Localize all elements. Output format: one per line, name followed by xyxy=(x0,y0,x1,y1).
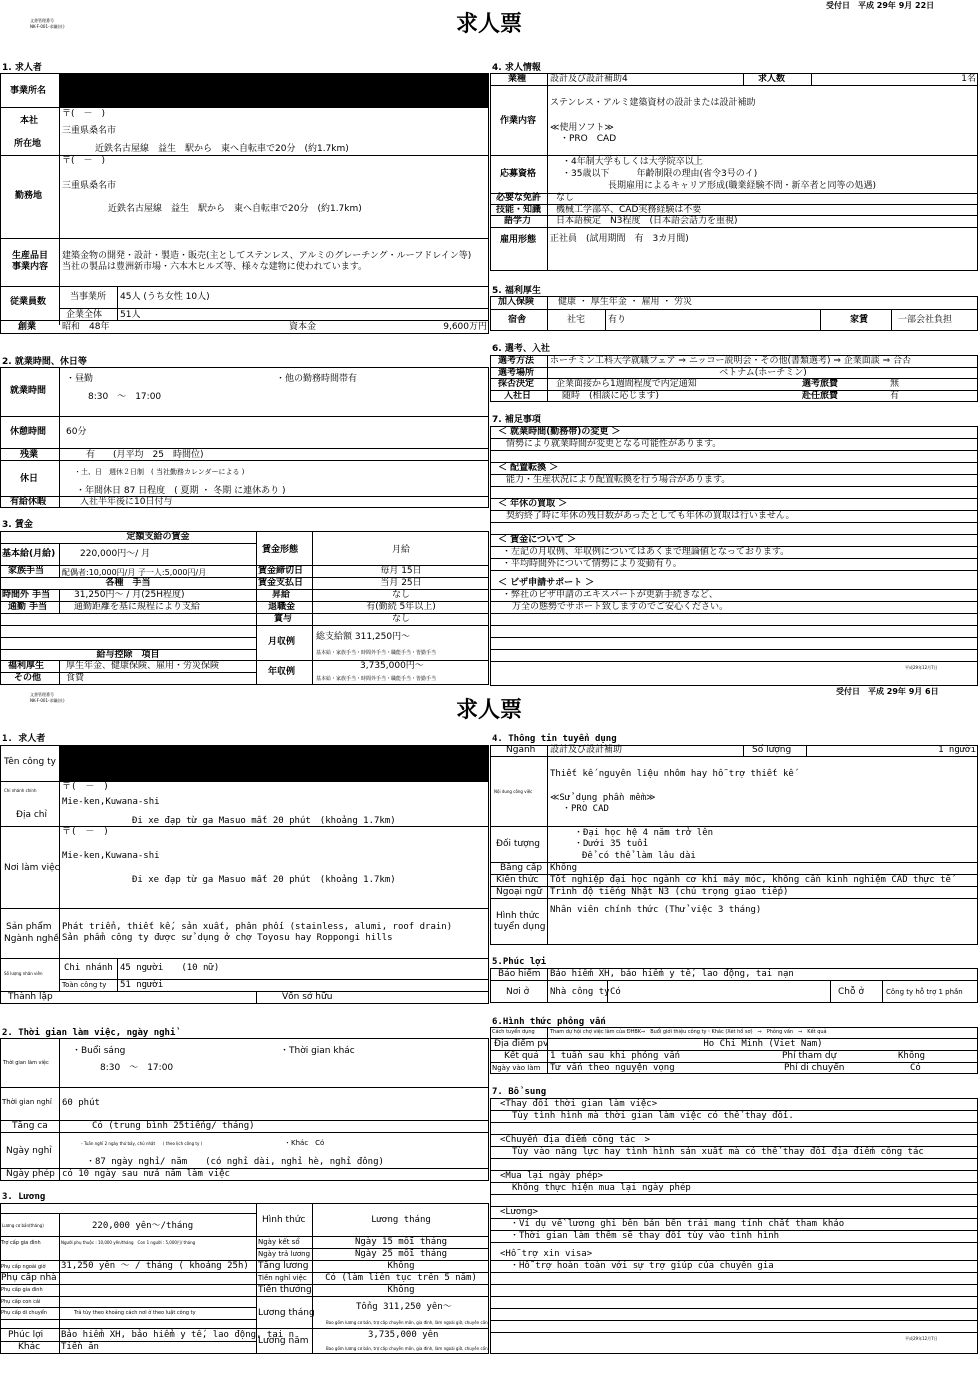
duty-label: Nội dung công việc xyxy=(494,789,533,794)
job-type-value: 設計及び設計補助 xyxy=(550,745,623,755)
founded-label: Thành lập xyxy=(8,992,53,1002)
section-5-heading: 5. 福利厚生 xyxy=(492,286,541,296)
site-employees-value: 45 người (10 nữ) xyxy=(120,963,220,973)
family-allowance-label: Trợ cấp gia đình xyxy=(1,1240,41,1246)
note-3-body: 契約終了時に年休の残日数があったとしても年休の買取は行いません。 xyxy=(506,511,795,521)
note-2-body: 能力・生産状況により配置転換を行う場合があります。 xyxy=(506,475,731,485)
dorm-type: Nhà công ty xyxy=(550,987,610,997)
break-value: 60 phút xyxy=(62,1098,100,1108)
welfare-label: Phúc lợi xyxy=(8,1330,44,1340)
overtime-label: 残業 xyxy=(20,450,39,460)
employment-type-value: 正社員 (試用期間 有 3カ月間) xyxy=(550,234,689,244)
raise-value: Không xyxy=(387,1261,415,1271)
hours-value: 8:30 ～ 17:00 xyxy=(88,392,162,402)
selection-place-value: ベトナム(ホーチミン) xyxy=(719,368,807,378)
duty-line-3: ・PRO CAD xyxy=(560,134,617,144)
employees-label: Số lượng nhân viên xyxy=(4,971,43,976)
section-6-heading: 6.Hình thức phỏng vấn xyxy=(492,1017,606,1027)
job-type-value: 設計及び設計補助4 xyxy=(550,74,628,84)
skill-label: Kiến thức xyxy=(496,875,539,885)
note-1-body: 情勢により就業時間が変更となる可能性があります。 xyxy=(506,439,722,449)
other-shift: ・他の勤務時間帯有 xyxy=(276,374,358,384)
founded-label: 創業 xyxy=(18,322,37,332)
relocation-value: 有 xyxy=(890,391,900,401)
retirement-value: 有(勤続 5年以上) xyxy=(366,602,436,612)
bonus-label: 賞与 xyxy=(274,614,293,624)
requirement-1: ・4年制大学もしくは大学院卒以上 xyxy=(562,157,703,167)
skill-value: Tốt nghiệp đại học ngành cơ khí máy móc, không cần kinh nghiệm CAD thực tế xyxy=(550,875,951,885)
requirement-3: 長期雇用によるキャリア形成(職業経験不問・新卒者と同等の処遇) xyxy=(608,181,877,191)
selection-travel-value: 無 xyxy=(890,379,900,389)
annual-example-label: Lương năm xyxy=(258,1336,309,1346)
annual-example-value: 3,735,000 yên xyxy=(368,1330,439,1340)
monthly-example-label: 月収例 xyxy=(268,637,296,647)
monthly-example-value: 総支給額 311,250円～ xyxy=(316,632,411,642)
overtime-allowance-value: 31,250円～ / 月(25H程度) xyxy=(74,590,185,600)
fixed-wage-header: 定額支給の賃金 xyxy=(126,532,190,542)
requirement-1: ・Đại học hệ 4 năm trở lên xyxy=(574,828,714,838)
work-city: Mie-ken,Kuwana-shi xyxy=(62,851,160,861)
retirement-label: 退職金 xyxy=(268,602,296,612)
employment-type-value: Nhân viên chính thức (Thử việc 3 tháng) xyxy=(550,905,762,915)
family-allowance-value: Người phụ thuộc : 10,000 yên/tháng Con 1 người : 5,000円/ tháng xyxy=(61,1240,196,1245)
footer-date: 平成29年12月7日 xyxy=(905,665,938,670)
work-postal: 〒( － ) xyxy=(62,827,109,837)
capital-label: Vốn sở hữu xyxy=(282,992,333,1002)
wage-form-value: 月給 xyxy=(391,545,410,555)
doc-number-label: 文書管理番号 xyxy=(30,18,54,23)
hq-city: Mie-ken,Kuwana-shi xyxy=(62,797,160,807)
note-1-body: Tùy tình hình mà thời gian làm việc có thể thay đổi. xyxy=(512,1111,794,1121)
product-line-1: Phát triển, thiết kế, sản xuất, phân phối (stainless, alumi, roof drain) xyxy=(62,922,453,932)
selection-travel-value: Không xyxy=(898,1051,926,1061)
hours-value: 8:30 ～ 17:00 xyxy=(100,1063,174,1073)
selection-place-label: 選考場所 xyxy=(498,368,535,378)
insurance-label: 加入保険 xyxy=(498,297,535,307)
payday-value: 当月 25日 xyxy=(380,578,422,588)
section-4-heading: 4. 求人情報 xyxy=(492,63,541,73)
section-1-heading: 1. 求人者 xyxy=(2,734,46,744)
selection-travel-label: 選考旅費 xyxy=(802,379,839,389)
note-1-heading: ＜ 就業時間(勤務帯)の変更 ＞ xyxy=(498,427,621,437)
section-7-heading: 7. Bổ sung xyxy=(492,1087,547,1097)
monthly-example-note: Bao gồm lương cơ bản, trợ cấp chuyên môn, gia đình, làm ngoài giờ, chuyên cần xyxy=(326,1320,488,1325)
holiday-line-1: ・土、日 週休２日制 ( 当社勤務カレンダーによる ) xyxy=(74,468,245,476)
company-name-redacted xyxy=(59,746,489,781)
decision-value: 1 tuần sau khi phỏng vấn xyxy=(550,1051,681,1061)
paid-leave-label: 有給休暇 xyxy=(10,497,47,507)
work-city: 三重県桑名市 xyxy=(62,181,117,191)
note-3-heading: ＜ 年休の買取 ＞ xyxy=(498,499,568,509)
duty-line-2: ≪Sử dụng phần mềm≫ xyxy=(550,793,656,803)
openings-value: 1名 xyxy=(961,74,976,84)
other-value: Tiền ăn xyxy=(61,1342,99,1352)
page-title: 求人票 xyxy=(456,698,523,723)
day-shift: ・昼勤 xyxy=(66,374,94,384)
employment-type-label-2: tuyển dụng xyxy=(494,922,546,932)
holiday-line-1: ・Tuần nghỉ 2 ngày thứ bảy, chủ nhật ( theo lịch công ty ) xyxy=(80,1141,203,1146)
section-2-heading: 2. 就業時間、休日等 xyxy=(2,357,87,367)
selection-method-label: 選考方法 xyxy=(498,356,535,366)
day-shift: ・Buổi sáng xyxy=(72,1046,126,1056)
monthly-example-value: Tổng 311,250 yên～ xyxy=(356,1302,452,1312)
capital-value: 9,600万円 xyxy=(443,322,487,332)
decision-value: 企業面接から1週間程度で内定通知 xyxy=(556,379,697,389)
address-label: 所在地 xyxy=(14,139,42,149)
commute-value: Trả tùy theo khoảng cách nơi ở theo luật công ty xyxy=(74,1310,196,1316)
wage-form-label: 賃金形態 xyxy=(262,545,299,555)
annual-example-value: 3,735,000円～ xyxy=(360,661,424,671)
address-label: Địa chỉ xyxy=(16,810,48,820)
base-salary-value: 220,000円～/ 月 xyxy=(80,549,151,559)
join-date-label: 入社日 xyxy=(504,391,532,401)
note-2-heading: <Chuyển địa điểm công tác > xyxy=(500,1135,650,1145)
product-label: 生産品目 xyxy=(12,251,49,261)
company-name-redacted xyxy=(59,74,489,107)
welfare-label: 福利厚生 xyxy=(8,661,45,671)
hq-postal: 〒( － ) xyxy=(62,782,109,792)
total-employees-value: 51人 xyxy=(120,310,141,320)
doc-number: NK-F-001-求職(社) xyxy=(30,698,65,703)
work-route: 近鉄名古屋線 益生 駅から 東へ自転車で20分 (約1.7km) xyxy=(108,204,362,214)
note-4-body-2: ・平均時間外について情勢により変動有り。 xyxy=(502,559,682,569)
hq-route: 近鉄名古屋線 益生 駅から 東へ自転車で20分 (約1.7km) xyxy=(95,144,349,154)
business-label: Ngành nghề xyxy=(4,934,59,944)
section-6-heading: 6. 選考、入社 xyxy=(492,344,550,354)
payday-label: 賃金支払日 xyxy=(258,578,304,588)
note-5-heading: <Hỗ trợ xin visa> xyxy=(500,1249,593,1259)
family-allowance-2-label: Phụ cấp gia đình xyxy=(1,1287,43,1293)
hq-route: Đi xe đạp từ ga Masuo mất 20 phút (khoảng 1.7km) xyxy=(132,816,396,826)
work-location-label: Nơi làm việc xyxy=(4,863,60,873)
note-4-heading: <Lương> xyxy=(500,1207,538,1217)
rent-label: 家賃 xyxy=(850,315,869,325)
license-label: 必要な免許 xyxy=(496,193,542,203)
duty-line-1: ステンレス・アルミ建築資材の設計または設計補助 xyxy=(550,98,756,108)
rent-value: 一部会社負担 xyxy=(898,315,953,325)
job-type-label: Ngành xyxy=(506,745,536,755)
note-5-body-2: 万全の態勢でサポート致しますのでご安心ください。 xyxy=(512,602,729,612)
duty-line-3: ・PRO CAD xyxy=(562,804,609,814)
dorm-value: Có xyxy=(610,987,621,997)
founded-value: 昭和 48年 xyxy=(62,322,110,332)
wage-form-value: Lương tháng xyxy=(371,1215,431,1225)
job-type-label: 業種 xyxy=(508,74,527,84)
duty-label: 作業内容 xyxy=(500,116,537,126)
section-3-heading: 3. 賃金 xyxy=(2,520,33,530)
requirements-label: Đối tượng xyxy=(496,839,540,849)
join-date-value: Tư vấn theo nguyện vọng xyxy=(550,1063,675,1073)
raise-value: なし xyxy=(391,590,410,600)
commute-label: Phụ cấp di chuyển xyxy=(1,1310,47,1316)
retirement-label: Tiền nghỉ việc xyxy=(258,1274,307,1282)
holiday-label: Ngày nghỉ xyxy=(6,1146,52,1156)
total-employees-value: 51 người xyxy=(120,980,164,990)
break-label: Thời gian nghỉ xyxy=(2,1098,52,1106)
housing-allowance-label: Phụ cấp nhà xyxy=(1,1273,57,1283)
hq-city: 三重県桑名市 xyxy=(62,126,117,136)
selection-method-value: ホーチミン工科大学就職フェア ⇒ ニッコー説明会・その他(書類選考) ⇒ 企業面談 ⇒ 合否 xyxy=(550,356,912,366)
relocation-value: Có xyxy=(910,1063,921,1073)
holiday-line-1b: ・Khác Có xyxy=(284,1139,325,1147)
note-4-body-1: ・左記の月収例、年収例についてはあくまで理論値となっております。 xyxy=(502,547,790,557)
selection-method-value: Tham dự hội chợ việc làm của ĐHBK⇒ Buổi giới thiệu công ty・Khác (Xét hồ sơ) ⇒ Phỏng vấn ⇒ Kết quả xyxy=(550,1029,827,1035)
deduction-header: 給与控除 項目 xyxy=(96,650,160,660)
license-value: Không xyxy=(550,863,578,873)
work-route: Đi xe đạp từ ga Masuo mất 20 phút (khoảng 1.7km) xyxy=(132,875,396,885)
overtime-value: Có (trung bình 25tiếng/ tháng) xyxy=(92,1121,255,1131)
dorm-label: 宿舎 xyxy=(508,315,527,325)
requirement-2: ・Dưới 35 tuổi xyxy=(574,839,649,849)
monthly-example-note: 基本給・家族手当・時間外手当・職能手当・皆勤手当 xyxy=(316,650,437,656)
holiday-label: 休日 xyxy=(20,474,39,484)
total-employees-label: 企業全体 xyxy=(66,310,103,320)
paid-leave-value: 入社半年後に10日付与 xyxy=(80,497,173,507)
license-label: Bằng cấp xyxy=(500,863,543,873)
insurance-value: 健康 ・ 厚生年金 ・ 雇用 ・ 労災 xyxy=(558,297,693,307)
selection-method-label: Cách tuyển dụng xyxy=(492,1029,535,1035)
capital-label: 資本金 xyxy=(289,322,317,332)
note-4-body-1: ・Ví dụ về lương ghi bên bản bên trái mang tính chất tham khảo xyxy=(510,1219,845,1229)
note-5-heading: ＜ ビザ申請サポート ＞ xyxy=(498,578,595,588)
paid-leave-label: Ngày phép xyxy=(6,1169,55,1179)
site-employees-value: 45人 (うち女性 10人) xyxy=(120,292,210,302)
join-date-label: Ngày vào làm xyxy=(492,1064,541,1072)
openings-label: Số lượng xyxy=(752,745,792,755)
commute-label: 通勤 手当 xyxy=(8,602,48,612)
hours-label: Thời gian làm việc xyxy=(3,1060,49,1066)
hq-postal: 〒( － ) xyxy=(62,109,106,119)
company-name-label: Tên công ty xyxy=(4,757,56,767)
site-employees-label: Chi nhánh xyxy=(64,963,113,973)
break-label: 休憩時間 xyxy=(10,427,47,437)
allowance-header: 各種 手当 xyxy=(105,578,151,588)
bonus-value: なし xyxy=(391,614,410,624)
family-allowance-label: 家族手当 xyxy=(8,566,45,576)
received-date: 受付日 平成 29年 9月 22日 xyxy=(826,1,935,10)
bonus-value: Không xyxy=(387,1285,415,1295)
branch-label: Chi nhánh chính xyxy=(4,788,37,793)
requirement-2: ・35歳以下 年齢制限の理由(省令3号のイ) xyxy=(562,169,758,179)
section-4-heading: 4. Thông tin tuyển dụng xyxy=(492,734,617,744)
hq-label: 本社 xyxy=(20,116,39,126)
work-location-label: 勤務地 xyxy=(15,191,43,201)
hours-label: 就業時間 xyxy=(10,386,47,396)
language-value: Trình độ tiếng Nhật N3 (chú trọng giao tiếp) xyxy=(550,887,789,897)
product-line-1: 建築金物の開発・設計・製造・販売(主としてステンレス、アルミのグレーチング・ルーフドレイン等) xyxy=(62,251,472,261)
language-label: Ngoại ngữ xyxy=(496,887,542,897)
site-employees-label: 当事業所 xyxy=(70,292,107,302)
raise-label: Tăng lương xyxy=(258,1261,309,1271)
note-5-body-1: ・弊社のビザ申請のエキスパートが更新手続きなど、 xyxy=(502,590,718,600)
cutoff-value: 毎月 15日 xyxy=(380,566,422,576)
monthly-example-label: Lương tháng xyxy=(258,1308,315,1318)
openings-label: 求人数 xyxy=(758,74,786,84)
family-allowance-value: 配偶者:10,000円/月 子一人:5,000円/月 xyxy=(62,568,207,577)
openings-value: 1 người xyxy=(938,745,976,755)
note-5-body-1: ・Hỗ trợ hoàn toàn với sự trợ giúp của chuyên gia xyxy=(510,1261,774,1271)
child-allowance-label: Phụ cấp con cái xyxy=(1,1299,41,1305)
footer-date: 平成29年12月7日 xyxy=(905,1336,938,1341)
dorm-label: Nơi ở xyxy=(506,987,530,997)
note-4-body-2: ・Thời gian làm thêm sẽ thay đổi tùy vào tình hình xyxy=(510,1231,780,1241)
overtime-value: 有 (月平均 25 時間位) xyxy=(86,450,204,460)
page-title: 求人票 xyxy=(456,12,523,37)
duty-line-2: ≪使用ソフト≫ xyxy=(550,123,614,133)
relocation-label: 赴任旅費 xyxy=(802,391,839,401)
language-value: 日本語検定 N3程度 (日本語会話力を重視) xyxy=(556,216,738,226)
overtime-label: Tăng ca xyxy=(12,1121,48,1131)
product-line-2: Sản phẩm công ty được sử dụng ở chợ Toyosu hay Roppongi hills xyxy=(62,933,393,943)
section-7-heading: 7. 補足事項 xyxy=(492,415,541,425)
overtime-allowance-label: 時間外 手当 xyxy=(2,590,51,600)
skill-value: 機械工学部卒、CAD実務経験は不要 xyxy=(556,205,702,215)
other-label: その他 xyxy=(14,673,42,683)
employees-label: 従業員数 xyxy=(10,297,47,307)
section-2-heading: 2. Thời gian làm việc, ngày nghỉ xyxy=(2,1028,176,1038)
license-value: なし xyxy=(556,193,575,203)
note-2-body: Tùy vào năng lực hay tình hình sản xuất mà có thể thay đổi địa điểm công tác xyxy=(512,1147,924,1157)
employment-type-label: 雇用形態 xyxy=(500,235,537,245)
welfare-value: Bảo hiểm XH, bảo hiểm y tế, lao động, tai n xyxy=(61,1330,294,1340)
decision-label: Kết quả xyxy=(504,1051,539,1061)
selection-travel-label: Phí tham dự xyxy=(782,1051,837,1061)
product-line-2: 当社の製品は豊洲新市場・六本木ヒルズ等、様々な建物に使われています。 xyxy=(62,262,368,272)
cutoff-label: Ngày kết sổ xyxy=(258,1238,300,1246)
base-salary-label: 基本給(月給) xyxy=(2,549,56,559)
cutoff-value: Ngày 15 mỗi tháng xyxy=(354,1237,448,1247)
note-2-heading: ＜ 配置転換 ＞ xyxy=(498,463,559,473)
annual-example-note: Bao gồm lương cơ bản, trợ cấp chuyên môn, gia đình, làm ngoài giờ, chuyên cần xyxy=(326,1346,488,1351)
raise-label: 昇給 xyxy=(272,590,291,600)
note-3-body: Không thực hiện mua lại ngày phép xyxy=(512,1183,691,1193)
requirement-3: Để có thể làm lâu dài xyxy=(582,851,696,861)
total-employees-label: Toàn công ty xyxy=(62,981,107,989)
payday-label: Ngày trả lương xyxy=(258,1250,311,1258)
insurance-value: Bảo hiểm XH, bảo hiểm y tế, lao động, tai nạn xyxy=(550,969,794,979)
work-postal: 〒( － ) xyxy=(62,156,106,166)
bonus-label: Tiền thưởng xyxy=(258,1285,312,1295)
company-name-label: 事業所名 xyxy=(10,86,47,96)
commute-value: 通勤距離を基に規程により支給 xyxy=(74,602,201,612)
base-salary-label: Lương cơ bản(tháng) xyxy=(2,1223,44,1228)
doc-number-label: 文書管理番号 xyxy=(30,692,54,697)
holiday-line-2: ・年間休日 87 日程度 ( 夏期 ・ 冬期 に連休あり ) xyxy=(76,486,286,496)
dorm-value: 有り xyxy=(608,315,627,325)
holiday-line-2: ・87 ngày nghỉ/ năm (có nghỉ dài, nghỉ hè, nghỉ đông) xyxy=(86,1157,384,1167)
decision-label: 採否決定 xyxy=(498,379,535,389)
section-5-heading: 5.Phúc lợi xyxy=(492,957,547,967)
rent-label: Chỗ ở xyxy=(838,987,864,997)
other-shift: ・Thời gian khác xyxy=(280,1046,355,1056)
retirement-value: Có (làm liên tục trên 5 năm) xyxy=(325,1273,477,1283)
doc-number: NK-F-001-求職(社) xyxy=(30,24,65,29)
section-1-heading: 1. 求人者 xyxy=(2,63,42,73)
insurance-label: Bảo hiểm xyxy=(498,969,541,979)
requirements-label: 応募資格 xyxy=(500,169,537,179)
selection-place-label: Địa điểm pv xyxy=(494,1039,549,1049)
break-value: 60分 xyxy=(66,427,87,437)
employment-type-label-1: Hình thức xyxy=(496,911,540,921)
section-3-heading: 3. Lương xyxy=(2,1192,46,1202)
other-value: 食費 xyxy=(66,673,85,683)
skill-label: 技能・知識 xyxy=(496,205,542,215)
overtime-allowance-label: Phụ cấp ngoài giờ xyxy=(1,1264,46,1270)
base-salary-value: 220,000 yên～/tháng xyxy=(92,1221,194,1231)
relocation-label: Phí di chuyển xyxy=(784,1063,845,1073)
language-label: 語学力 xyxy=(504,216,532,226)
note-4-heading: ＜ 賃金について ＞ xyxy=(498,535,577,545)
payday-value: Ngày 25 mỗi tháng xyxy=(354,1249,448,1259)
welfare-value: 厚生年金、健康保険、雇用・労災保険 xyxy=(66,661,220,671)
other-label: Khác xyxy=(18,1342,41,1352)
selection-place-value: Ho Chi Minh (Viet Nam) xyxy=(703,1039,823,1049)
business-label: 事業内容 xyxy=(12,262,49,272)
annual-example-note: 基本給・家族手当・時間外手当・職能手当・皆勤手当 xyxy=(316,676,437,682)
overtime-allowance-value: 31,250 yên ～ / tháng ( khoảng 25h) xyxy=(61,1261,249,1271)
paid-leave-value: có 10 ngày sau nửa năm làm việc xyxy=(62,1169,230,1179)
rent-value: Công ty hỗ trợ 1 phần xyxy=(886,988,963,996)
product-label: Sản phẩm xyxy=(6,922,52,932)
received-date: 受付日 平成 29年 9月 6日 xyxy=(836,687,939,696)
cutoff-label: 賃金締切日 xyxy=(258,566,304,576)
dorm-type: 社宅 xyxy=(567,315,586,325)
annual-example-label: 年収例 xyxy=(268,667,296,677)
wage-form-label: Hình thức xyxy=(262,1215,306,1225)
note-3-heading: <Mua lại ngày phép> xyxy=(500,1171,603,1181)
join-date-value: 随時 (相談に応じます) xyxy=(562,391,660,401)
note-1-heading: <Thay đổi thời gian làm việc> xyxy=(500,1099,658,1109)
duty-line-1: Thiết kế nguyên liệu nhôm hay hỗ trợ thiết kế xyxy=(550,769,794,779)
